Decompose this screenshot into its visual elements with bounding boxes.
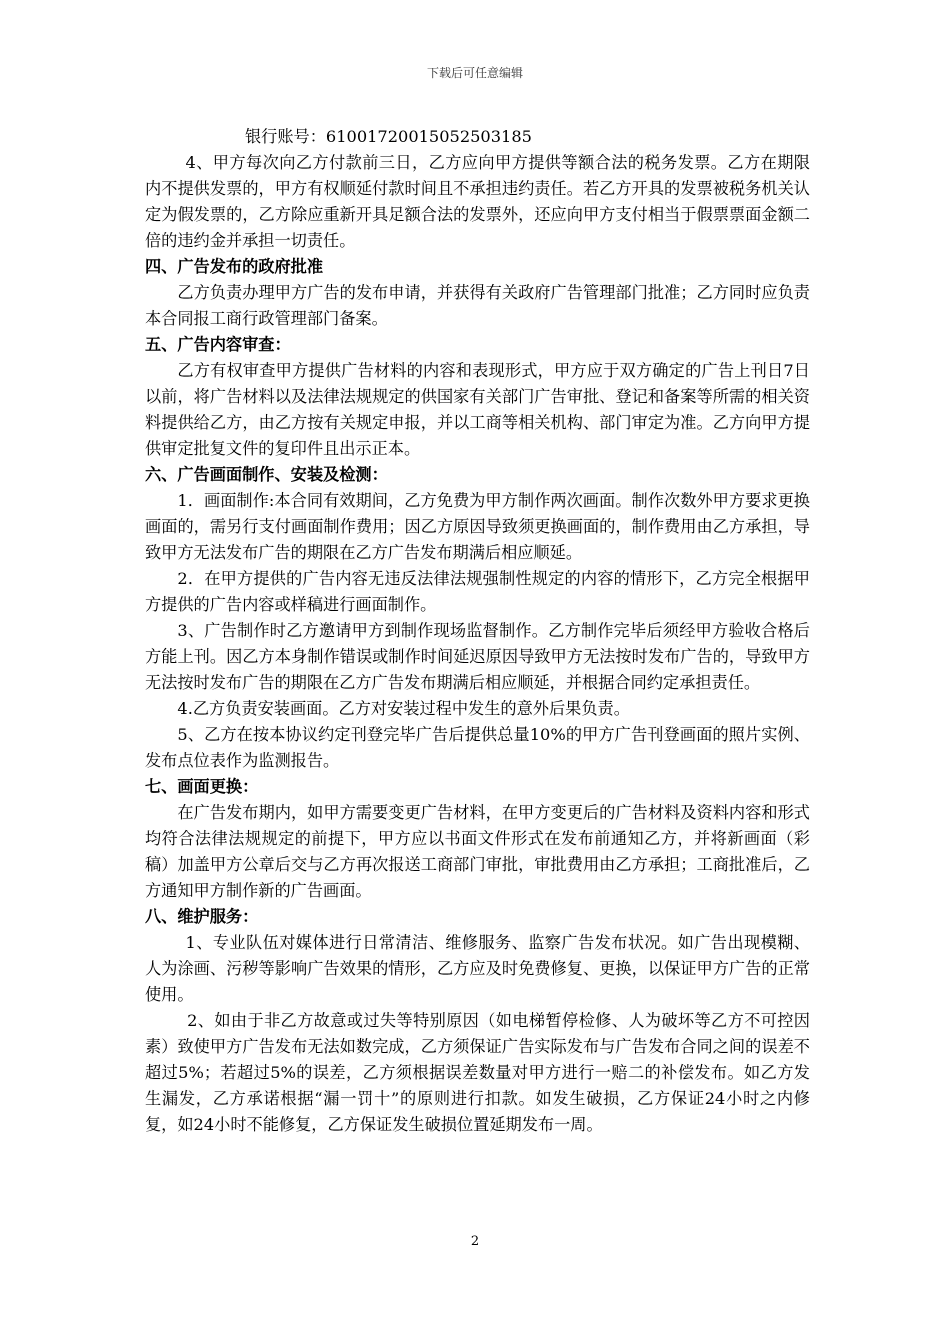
paragraph-review: 乙方有权审查甲方提供广告材料的内容和表现形式，甲方应于双方确定的广告上刊日7日以前，将广告材料以及法律法规规定的供国家有关部门广告审批、登记和备案等所需的相关资料提供给乙方，由乙方按有关规定申报，并以工商等相关机构、部门审定为准。乙方向甲方提供审定批复文件的复印件且出示正本。 [145,361,810,458]
paragraph-6-5: 5、乙方在按本协议约定刊登完毕广告后提供总量10%的甲方广告刊登画面的照片实例、发布点位表作为监测报告。 [145,725,810,770]
paragraph-6-3: 3、广告制作时乙方邀请甲方到制作现场监督制作。乙方制作完毕后须经甲方验收合格后方能上刊。因乙方本身制作错误或制作时间延迟原因导致甲方无法按时发布广告的，导致甲方无法按时发布广告的期限在乙方广告发布期满后相应顺延，并根据合同约定承担责任。 [145,621,810,692]
paragraph-8-2: 2、如由于非乙方故意或过失等特别原因（如电梯暂停检修、人为破坏等乙方不可控因素）致使甲方广告发布无法如数完成，乙方须保证广告实际发布与广告发布合同之间的误差不超过5%；若超过5%的误差，乙方须根据误差数量对甲方进行一赔二的补偿发布。如乙方发生漏发，乙方承诺根据“漏一罚十”的原则进行扣款。如发生破损，乙方保证24小时之内修复，如24小时不能修复，乙方保证发生破损位置延期发布一周。 [145,1011,810,1134]
section-heading-7: 七、画面更换： [145,777,259,796]
paragraph-6-4: 4.乙方负责安装画面。乙方对安装过程中发生的意外后果负责。 [177,699,630,718]
section-heading-4: 四、广告发布的政府批准 [145,257,324,276]
paragraph-approval: 乙方负责办理甲方广告的发布申请，并获得有关政府广告管理部门批准；乙方同时应负责本合同报工商行政管理部门备案。 [145,283,810,328]
header-note: 下载后可任意编辑 [426,66,523,80]
paragraph-6-1: 1．画面制作:本合同有效期间，乙方免费为甲方制作两次画面。制作次数外甲方要求更换画面的，需另行支付画面制作费用；因乙方原因导致须更换画面的，制作费用由乙方承担，导致甲方无法发布广告的期限在乙方广告发布期满后相应顺延。 [145,491,810,562]
section-heading-8: 八、维护服务： [145,907,259,926]
document-body [145,124,810,1138]
paragraph-8-1: 1、专业队伍对媒体进行日常清洁、维修服务、监察广告发布状况。如广告出现模糊、人为涂画、污秽等影响广告效果的情形，乙方应及时免费修复、更换，以保证甲方广告的正常使用。 [145,933,810,1004]
bank-account-line: 银行账号：61001720015052503185 [245,127,532,146]
section-heading-6: 六、广告画面制作、安装及检测： [145,465,388,484]
page-number: 2 [470,1234,480,1249]
paragraph-7: 在广告发布期内，如甲方需要变更广告材料，在甲方变更后的广告材料及资料内容和形式均符合法律法规规定的前提下，甲方应以书面文件形式在发布前通知乙方，并将新画面（彩稿）加盖甲方公章后交与乙方再次报送工商部门审批，审批费用由乙方承担；工商批准后，乙方通知甲方制作新的广告画面。 [145,803,810,900]
paragraph-6-2: 2．在甲方提供的广告内容无违反法律法规强制性规定的内容的情形下，乙方完全根据甲方提供的广告内容或样稿进行画面制作。 [145,569,810,614]
paragraph-invoice: 4、甲方每次向乙方付款前三日，乙方应向甲方提供等额合法的税务发票。乙方在期限内不提供发票的，甲方有权顺延付款时间且不承担违约责任。若乙方开具的发票被税务机关认定为假发票的，乙方除应重新开具足额合法的发票外，还应向甲方支付相当于假票票面金额二倍的违约金并承担一切责任。 [145,153,810,250]
section-heading-5: 五、广告内容审查： [145,335,291,354]
